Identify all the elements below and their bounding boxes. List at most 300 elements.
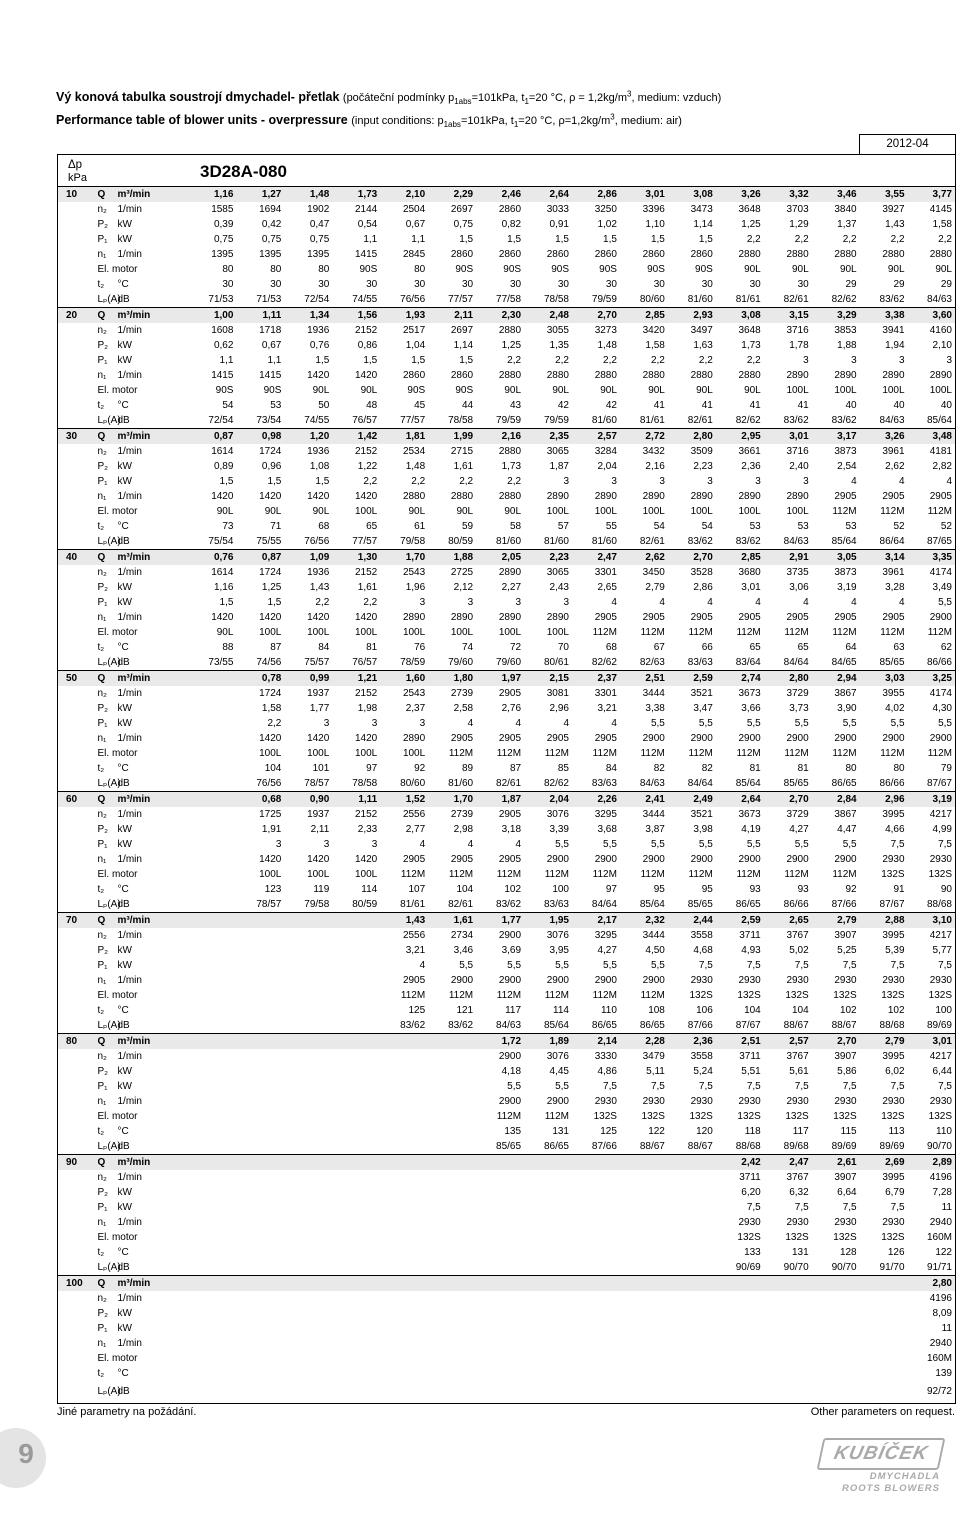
value-cell: 4,30 (932, 703, 952, 714)
value-cell: 86/65 (735, 899, 761, 910)
parameter-unit: 1/min (117, 1172, 142, 1183)
value-cell: 40 (940, 400, 952, 411)
value-cell: 1420 (355, 491, 378, 502)
value-cell: 3,38 (860, 308, 908, 324)
value-cell: 3,66 (741, 703, 761, 714)
value-cell: 3907 (834, 1051, 857, 1062)
value-cell: 7,5 (746, 1081, 761, 1092)
value-cell: 2860 (450, 370, 474, 381)
value-cell: 89/69 (926, 1020, 952, 1031)
value-cell: 3 (323, 718, 330, 729)
value-cell (236, 1185, 284, 1200)
table-row (58, 292, 956, 308)
pressure-cell (58, 625, 96, 640)
value-cell: 77/57 (448, 294, 474, 305)
value-cell: 5,5 (603, 960, 617, 971)
parameter-unit: m³/min (116, 429, 189, 445)
value-cell: 112M (688, 748, 713, 759)
parameter-name: Q (96, 1155, 116, 1171)
value-cell: 70 (557, 642, 569, 653)
value-cell (332, 1351, 380, 1366)
value-cell: 3,46 (812, 187, 860, 203)
value-cell: 2,2 (459, 476, 474, 487)
parameter-name: n₂ (97, 325, 107, 336)
value-cell: 2,51 (716, 1034, 764, 1050)
value-cell: 4217 (929, 809, 952, 820)
value-cell: 71/53 (208, 294, 234, 305)
value-cell: 72/54 (304, 294, 330, 305)
value-cell: 2,2 (555, 355, 569, 366)
table-row (58, 1260, 956, 1276)
value-cell: 1,61 (428, 913, 476, 929)
value-cell: 1,25 (261, 582, 282, 593)
logo-line-2: ROOTS BLOWERS (842, 1483, 940, 1494)
value-cell (284, 1003, 332, 1018)
value-cell: 1,04 (405, 340, 426, 351)
value-cell: 93 (749, 884, 761, 895)
value-cell: 2900 (546, 975, 569, 986)
value-cell: 2,37 (572, 671, 620, 687)
value-cell: 42 (557, 400, 569, 411)
value-cell: 2,2 (507, 476, 522, 487)
table-row (58, 413, 956, 429)
parameter-name: Lₚ(A) (97, 657, 121, 668)
value-cell: 79/60 (448, 657, 474, 668)
pressure-cell (58, 519, 96, 534)
value-cell: 1,5 (698, 234, 713, 245)
value-cell: 2880 (834, 249, 857, 260)
value-cell: 133 (744, 1247, 761, 1258)
value-cell (476, 1215, 524, 1230)
pressure-cell (58, 1170, 96, 1185)
footer-note-english: Other parameters on request. (810, 1406, 955, 1418)
value-cell: 2,11 (428, 308, 476, 324)
pressure-cell (58, 398, 96, 413)
value-cell: 112M (688, 869, 713, 880)
pressure-cell (58, 1094, 96, 1109)
value-cell: 1,73 (332, 187, 380, 203)
value-cell (189, 837, 237, 852)
value-cell: 2900 (498, 930, 522, 941)
value-cell: 112M (832, 506, 857, 517)
value-cell (716, 1366, 764, 1381)
value-cell (236, 1139, 284, 1155)
table-row (58, 1366, 956, 1381)
value-cell: 88/68 (926, 899, 952, 910)
value-cell: 5,5 (603, 839, 617, 850)
value-cell: 90L (312, 506, 330, 517)
value-cell (236, 943, 284, 958)
value-cell: 4 (946, 476, 952, 487)
value-cell: 1,00 (189, 308, 237, 324)
value-cell: 4 (803, 597, 809, 608)
pressure-cell (58, 459, 96, 474)
value-cell: 112M (544, 990, 569, 1001)
value-cell: 3 (563, 476, 569, 487)
value-cell: 7,5 (842, 960, 857, 971)
parameter-unit: °C (117, 642, 129, 653)
value-cell (380, 1366, 428, 1381)
table-row (58, 383, 956, 398)
value-cell: 1,78 (789, 340, 809, 351)
value-cell (236, 1079, 284, 1094)
parameter-unit: 1/min (117, 567, 142, 578)
value-cell: 85/64 (543, 1020, 569, 1031)
parameter-unit: 1/min (117, 446, 142, 457)
value-cell (236, 1276, 284, 1292)
parameter-unit: dB (117, 657, 130, 668)
table-row (58, 1276, 956, 1292)
value-cell: 2,79 (645, 582, 665, 593)
value-cell: 2,91 (764, 550, 812, 566)
pressure-cell (58, 368, 96, 383)
value-cell (620, 1200, 668, 1215)
pressure-cell (58, 262, 96, 277)
value-cell: 2905 (594, 733, 617, 744)
table-row (58, 338, 956, 353)
pressure-cell: 40 (58, 550, 96, 566)
value-cell: 3,14 (860, 550, 908, 566)
table-row (58, 897, 956, 913)
value-cell: 85/65 (879, 657, 905, 668)
value-cell (764, 1336, 812, 1351)
value-cell: 3 (323, 839, 330, 850)
value-cell: 2860 (498, 249, 522, 260)
value-cell: 3396 (642, 204, 665, 215)
value-cell (524, 1366, 572, 1381)
value-cell: 118 (744, 1126, 761, 1137)
value-cell: 1,94 (885, 340, 905, 351)
value-cell: 4217 (929, 1051, 952, 1062)
value-cell: 76/57 (352, 415, 378, 426)
value-cell: 2,70 (572, 308, 620, 324)
parameter-unit: kW (117, 1066, 132, 1077)
value-cell (332, 913, 380, 929)
value-cell: 84/64 (687, 778, 713, 789)
value-cell: 2930 (882, 1217, 905, 1228)
value-cell: 100L (259, 869, 282, 880)
value-cell: 2905 (882, 612, 905, 623)
value-cell: 79/58 (400, 536, 426, 547)
value-cell: 132S (689, 1111, 713, 1122)
value-cell: 2,23 (524, 550, 572, 566)
value-cell (332, 1366, 380, 1381)
value-cell: 3432 (642, 446, 665, 457)
value-cell: 1724 (259, 446, 282, 457)
parameter-name: El. motor (97, 869, 138, 880)
parameter-unit: kW (117, 945, 132, 956)
value-cell: 3509 (690, 446, 713, 457)
value-cell: 5,5 (459, 960, 474, 971)
value-cell: 6,32 (789, 1187, 809, 1198)
parameter-name: t₂ (97, 1005, 105, 1016)
value-cell (236, 1366, 284, 1381)
table-row (58, 1381, 956, 1404)
value-cell: 2930 (929, 1096, 952, 1107)
title-english: Performance table of blower units - overpressure (input conditions: $p_{1abs}=101kPa$, $t_1=20$ °C, $\rho=1,2kg/m^3$, medium: air) (56, 112, 682, 130)
value-cell: 2,26 (572, 792, 620, 808)
value-cell: 0,87 (189, 429, 237, 445)
value-cell: 80/61 (543, 657, 569, 668)
value-cell: 2,2 (890, 234, 905, 245)
value-cell: 2,17 (572, 913, 620, 929)
value-cell: 2,2 (794, 234, 809, 245)
parameter-unit: 1/min (117, 1293, 142, 1304)
table-row (58, 1155, 956, 1171)
value-cell: 4 (515, 839, 522, 850)
value-cell: 3,35 (908, 550, 956, 566)
value-cell: 100L (307, 869, 330, 880)
value-cell: 3 (755, 476, 761, 487)
value-cell: 1,60 (380, 671, 428, 687)
value-cell (189, 1124, 237, 1139)
value-cell: 4,27 (789, 824, 809, 835)
value-cell: 1,48 (597, 340, 617, 351)
value-cell (428, 1260, 476, 1276)
value-cell (428, 1321, 476, 1336)
value-cell: 1415 (259, 370, 282, 381)
table-row (58, 474, 956, 489)
value-cell: 2900 (546, 1096, 569, 1107)
value-cell (189, 1034, 237, 1050)
value-cell (189, 1291, 237, 1306)
value-cell: 1420 (307, 491, 330, 502)
value-cell: 1420 (355, 854, 378, 865)
value-cell (236, 1351, 284, 1366)
value-cell: 2,84 (812, 792, 860, 808)
value-cell: 2890 (546, 612, 569, 623)
table-row (58, 716, 956, 731)
value-cell (284, 1230, 332, 1245)
parameter-name: El. motor (97, 990, 138, 1001)
value-cell: 3 (707, 476, 713, 487)
value-cell: 30 (462, 279, 474, 290)
value-cell: 112M (496, 748, 522, 759)
value-cell: 3444 (642, 930, 665, 941)
value-cell: 82 (701, 763, 713, 774)
value-cell (236, 1064, 284, 1079)
value-cell (332, 1306, 380, 1321)
value-cell: 112M (544, 869, 569, 880)
value-cell: 92/72 (926, 1386, 952, 1397)
value-cell: 1,42 (332, 429, 380, 445)
value-cell: 2,79 (860, 1034, 908, 1050)
pressure-cell (58, 1321, 96, 1336)
value-cell: 93 (797, 884, 809, 895)
value-cell: 4 (707, 597, 713, 608)
value-cell: 4 (467, 718, 474, 729)
value-cell: 3703 (786, 204, 809, 215)
value-cell: 2,30 (476, 308, 524, 324)
value-cell (236, 973, 284, 988)
value-cell: 30 (605, 279, 617, 290)
value-cell: 30 (749, 279, 761, 290)
value-cell: 4 (899, 597, 905, 608)
value-cell: 125 (408, 1005, 426, 1016)
value-cell: 76 (414, 642, 426, 653)
value-cell: 91/71 (926, 1262, 952, 1273)
parameter-unit: 1/min (117, 854, 142, 865)
table-row (58, 459, 956, 474)
value-cell (236, 1215, 284, 1230)
value-cell (236, 913, 284, 929)
value-cell: 75/57 (304, 657, 330, 668)
value-cell: 2,85 (620, 308, 668, 324)
value-cell: 4196 (929, 1293, 952, 1304)
parameter-name: Q (96, 1276, 116, 1292)
value-cell (284, 1381, 332, 1404)
value-cell: 90S (503, 264, 522, 275)
table-row (58, 277, 956, 292)
parameter-name: P₁ (97, 234, 108, 245)
value-cell: 76/56 (400, 294, 426, 305)
parameter-name: El. motor (97, 1111, 138, 1122)
value-cell (764, 1306, 812, 1321)
parameter-name: n₁ (97, 854, 107, 865)
value-cell: 2,77 (405, 824, 426, 835)
table-row (58, 625, 956, 640)
value-cell: 1,77 (476, 913, 524, 929)
value-cell: 90L (504, 506, 522, 517)
value-cell: 88/68 (735, 1141, 761, 1152)
value-cell (428, 1306, 476, 1321)
parameter-unit: °C (117, 279, 129, 290)
value-cell (284, 1351, 332, 1366)
value-cell (189, 1381, 237, 1404)
value-cell: 2860 (642, 249, 665, 260)
value-cell: 1724 (259, 567, 282, 578)
pressure-cell (58, 1185, 96, 1200)
value-cell: 87/67 (926, 778, 952, 789)
parameter-unit: dB (117, 778, 130, 789)
value-cell: 78/57 (256, 899, 282, 910)
value-cell: 5,5 (555, 1081, 569, 1092)
value-cell: 71/53 (256, 294, 282, 305)
value-cell (524, 1230, 572, 1245)
pressure-cell: 10 (58, 187, 96, 203)
value-cell: 2734 (450, 930, 474, 941)
value-cell (572, 1155, 620, 1171)
value-cell: 3,21 (405, 945, 426, 956)
pressure-cell (58, 882, 96, 897)
value-cell: 78/58 (448, 415, 474, 426)
value-cell: 100L (259, 748, 282, 759)
value-cell: 122 (648, 1126, 665, 1137)
value-cell: 6,20 (741, 1187, 761, 1198)
value-cell (668, 1291, 716, 1306)
value-cell: 1,99 (428, 429, 476, 445)
value-cell: 7,5 (603, 1081, 617, 1092)
value-cell (332, 1109, 380, 1124)
parameter-name: P₁ (97, 476, 108, 487)
value-cell: 112M (544, 1111, 569, 1122)
value-cell: 2930 (882, 1096, 905, 1107)
value-cell: 3,46 (453, 945, 474, 956)
value-cell (236, 958, 284, 973)
table-row (58, 1034, 956, 1050)
value-cell: 112M (880, 748, 905, 759)
value-cell: 3420 (642, 325, 665, 336)
value-cell: 2930 (834, 975, 857, 986)
value-cell: 61 (414, 521, 426, 532)
value-cell: 3648 (738, 325, 761, 336)
value-cell: 3,01 (741, 582, 761, 593)
value-cell: 7,5 (650, 1081, 665, 1092)
value-cell: 3941 (882, 325, 905, 336)
value-cell: 112M (832, 869, 857, 880)
value-cell: 3995 (882, 809, 905, 820)
value-cell: 3873 (834, 446, 857, 457)
value-cell: 4,93 (741, 945, 761, 956)
value-cell: 3680 (738, 567, 761, 578)
pressure-cell: 60 (58, 792, 96, 808)
value-cell (428, 1155, 476, 1171)
value-cell: 2900 (834, 854, 857, 865)
value-cell: 0,39 (213, 219, 234, 230)
value-cell: 1,1 (267, 355, 282, 366)
value-cell: 87/66 (687, 1020, 713, 1031)
value-cell: 112M (880, 506, 905, 517)
value-cell (189, 1139, 237, 1155)
pressure-cell (58, 277, 96, 292)
value-cell: 3 (419, 597, 426, 608)
value-cell: 0,47 (309, 219, 330, 230)
value-cell (332, 1079, 380, 1094)
value-cell (620, 1230, 668, 1245)
value-cell: 3,55 (860, 187, 908, 203)
pressure-cell (58, 852, 96, 867)
value-cell: 2152 (355, 446, 378, 457)
parameter-name: t₂ (97, 884, 105, 895)
value-cell: 82/62 (735, 415, 761, 426)
value-cell: 2930 (642, 1096, 665, 1107)
value-cell: 2900 (786, 733, 809, 744)
value-cell: 0,67 (261, 340, 282, 351)
value-cell: 112M (927, 627, 952, 638)
value-cell: 2,2 (698, 355, 713, 366)
value-cell: 0,76 (309, 340, 330, 351)
value-cell (620, 1215, 668, 1230)
value-cell: 3,73 (789, 703, 809, 714)
value-cell: 3076 (546, 930, 569, 941)
parameter-name: n₁ (97, 733, 107, 744)
value-cell: 1,61 (357, 582, 378, 593)
value-cell (428, 1094, 476, 1109)
parameter-name: P₁ (97, 1202, 108, 1213)
value-cell: 100L (642, 506, 665, 517)
value-cell: 85/64 (831, 536, 857, 547)
value-cell (332, 1215, 380, 1230)
value-cell: 2905 (882, 491, 905, 502)
value-cell: 132S (833, 1232, 857, 1243)
value-cell: 53 (845, 521, 857, 532)
value-cell: 112M (640, 869, 665, 880)
value-cell (428, 1034, 476, 1050)
value-cell: 3558 (690, 1051, 713, 1062)
value-cell (189, 1064, 237, 1079)
value-cell (620, 1351, 668, 1366)
value-cell: 100L (402, 627, 426, 638)
value-cell: 81/60 (687, 294, 713, 305)
parameter-unit: °C (117, 763, 129, 774)
value-cell: 3711 (739, 1172, 761, 1183)
value-cell: 2,96 (549, 703, 569, 714)
value-cell: 112M (400, 990, 426, 1001)
parameter-name: El. motor (97, 385, 138, 396)
value-cell: 5,5 (650, 960, 665, 971)
value-cell (189, 761, 237, 776)
value-cell: 6,64 (837, 1187, 857, 1198)
